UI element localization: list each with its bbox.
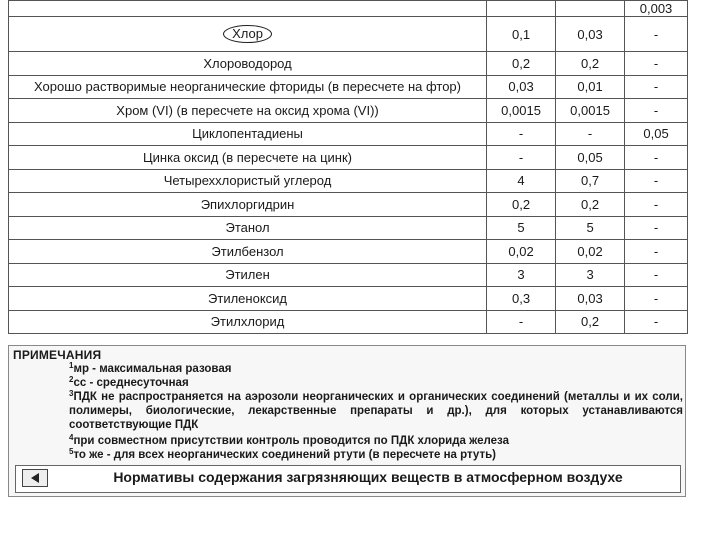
table-row <box>9 122 688 146</box>
table-cell-name: Хорошо растворимые неорганические фториды (в пересчете на фтор) <box>9 75 487 99</box>
table-cell-name: Этанол <box>9 216 487 240</box>
note-item <box>69 376 683 390</box>
table-row <box>9 310 688 334</box>
table-cell-col3: - <box>625 263 688 287</box>
table-row <box>9 75 688 99</box>
table-cell-mr: 0,03 <box>487 75 556 99</box>
table-cell-ss: 0,2 <box>556 52 625 76</box>
table-cell-ss <box>556 1 625 17</box>
table-cell-col3: - <box>625 287 688 311</box>
table-cell-col3: 0,003 <box>625 1 688 17</box>
table-cell-col3: - <box>625 169 688 193</box>
back-button[interactable] <box>22 469 48 487</box>
note-superscript: 5 <box>69 447 74 456</box>
table-cell-ss: 0,01 <box>556 75 625 99</box>
table-cell-name: Эпихлоргидрин <box>9 193 487 217</box>
table-cell-col3: - <box>625 310 688 334</box>
table-cell-name <box>9 1 487 17</box>
note-item <box>69 362 683 376</box>
table-row <box>9 99 688 123</box>
table-cell-mr: 0,1 <box>487 17 556 52</box>
table-cell-ss: 0,2 <box>556 193 625 217</box>
table-cell-name: Этилхлорид <box>9 310 487 334</box>
table-cell-mr: 5 <box>487 216 556 240</box>
table-cell-mr <box>487 1 556 17</box>
table-row <box>9 287 688 311</box>
note-superscript: 2 <box>69 375 74 384</box>
note-text: ПДК не распространяется на аэрозоли неорганических и органических соединений (металлы и их соли, полимеры, биологические, лекарственные препараты и др.), для которых устанавливаются соответствующие ПДК <box>69 391 683 431</box>
table-cell-name: Этиленоксид <box>9 287 487 311</box>
table-cell-mr: 0,3 <box>487 287 556 311</box>
note-text: при совместном присутствии контроль проводится по ПДК хлорида железа <box>73 435 509 447</box>
table-row <box>9 52 688 76</box>
table-cell-mr: - <box>487 122 556 146</box>
triangle-left-icon <box>29 472 41 484</box>
notes-title: ПРИМЕЧАНИЯ <box>13 348 102 362</box>
table-cell-ss: 0,02 <box>556 240 625 264</box>
table-cell-ss: 0,7 <box>556 169 625 193</box>
footer-bar <box>15 465 681 493</box>
table-cell-col3: - <box>625 99 688 123</box>
notes-panel <box>8 345 686 497</box>
table-row <box>9 146 688 170</box>
table-cell-mr: 4 <box>487 169 556 193</box>
table-row <box>9 240 688 264</box>
table-cell-name: Хлороводород <box>9 52 487 76</box>
table-cell-mr: 3 <box>487 263 556 287</box>
table-cell-ss: 0,03 <box>556 287 625 311</box>
table-row <box>9 169 688 193</box>
note-text: мр - максимальная разовая <box>73 363 232 375</box>
table-cell-mr: - <box>487 146 556 170</box>
table-cell-ss: 0,05 <box>556 146 625 170</box>
note-item <box>69 448 683 462</box>
table-cell-name: Четыреххлористый углерод <box>9 169 487 193</box>
table-cell-ss: 5 <box>556 216 625 240</box>
table-cell-name: Этилен <box>9 263 487 287</box>
table-cell-col3: 0,05 <box>625 122 688 146</box>
table-cell-mr: 0,2 <box>487 52 556 76</box>
table-cell-ss: 0,0015 <box>556 99 625 123</box>
table-cell-name: Хром (VI) (в пересчете на оксид хрома (VI)) <box>9 99 487 123</box>
table-row <box>9 263 688 287</box>
table-cell-name <box>9 17 487 52</box>
note-item <box>69 390 683 432</box>
table-cell-col3: - <box>625 216 688 240</box>
note-text: сс - среднесуточная <box>73 377 189 389</box>
table-row <box>9 216 688 240</box>
table-row-partial <box>9 1 688 17</box>
table-cell-col3: - <box>625 193 688 217</box>
table-cell-col3: - <box>625 146 688 170</box>
table-cell-ss: - <box>556 122 625 146</box>
table-cell-col3: - <box>625 75 688 99</box>
circled-substance-name: Хлор <box>223 25 272 43</box>
table-cell-col3: - <box>625 17 688 52</box>
note-superscript: 4 <box>69 433 74 442</box>
table-cell-name: Этилбензол <box>9 240 487 264</box>
table-cell-mr: - <box>487 310 556 334</box>
table-cell-ss: 0,03 <box>556 17 625 52</box>
substances-table <box>8 0 688 334</box>
table-cell-name: Цинка оксид (в пересчете на цинк) <box>9 146 487 170</box>
note-superscript: 1 <box>69 361 74 370</box>
table-cell-col3: - <box>625 240 688 264</box>
table-cell-name: Циклопентадиены <box>9 122 487 146</box>
table-cell-mr: 0,0015 <box>487 99 556 123</box>
table-cell-mr: 0,2 <box>487 193 556 217</box>
table-cell-mr: 0,02 <box>487 240 556 264</box>
footer-title: Нормативы содержания загрязняющих веществ в атмосферном воздухе <box>113 469 623 485</box>
table-row <box>9 193 688 217</box>
table-row <box>9 17 688 52</box>
table-cell-col3: - <box>625 52 688 76</box>
table-cell-ss: 0,2 <box>556 310 625 334</box>
note-superscript: 3 <box>69 389 74 398</box>
note-text: то же - для всех неорганических соединений ртути (в пересчете на ртуть) <box>73 449 496 461</box>
table-cell-ss: 3 <box>556 263 625 287</box>
note-item <box>69 434 683 448</box>
